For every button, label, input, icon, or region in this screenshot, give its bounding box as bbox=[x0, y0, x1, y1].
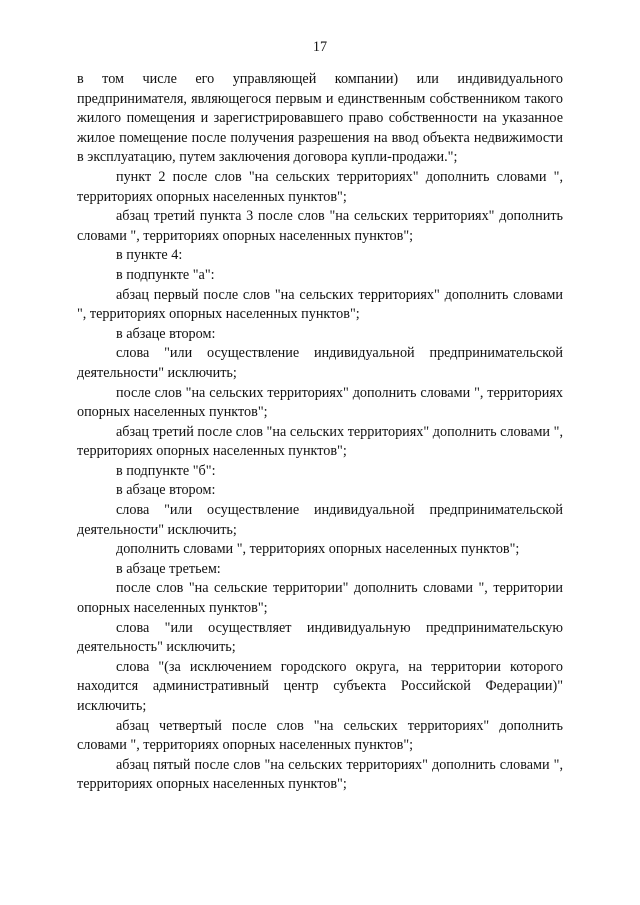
paragraph: в абзаце втором: bbox=[116, 482, 216, 499]
paragraph: абзац пятый после слов "на сельских территориях" дополнить словами ", территориях опорных населенных пунктов"; bbox=[77, 756, 563, 793]
paragraph: в том числе его управляющей компании) или индивидуального предпринимателя, являющегося первым и единственным собственником такого жилого помещения и зарегистрировавшего право собственности на указанное жилое помещение после получения разрешения на ввод объекта недвижимости в эксплуатацию, путем заключения договора купли-продажи."; bbox=[77, 71, 563, 166]
page-number: 17 bbox=[312, 39, 328, 55]
paragraph: абзац четвертый после слов "на сельских территориях" дополнить словами ", территориях опорных населенных пунктов"; bbox=[77, 717, 563, 754]
paragraph: дополнить словами ", территориях опорных населенных пунктов"; bbox=[116, 541, 520, 558]
paragraph: слова "или осуществляет индивидуальную предпринимательскую деятельность" исключить; bbox=[77, 619, 563, 656]
paragraph: абзац первый после слов "на сельских территориях" дополнить словами ", территориях опорных населенных пунктов"; bbox=[77, 286, 563, 323]
paragraph: после слов "на сельских территориях" дополнить словами ", территориях опорных населенных пунктов"; bbox=[77, 384, 563, 421]
paragraph: слова "(за исключением городского округа, на территории которого находится административный центр субъекта Российской Федерации)" исключить; bbox=[77, 658, 563, 714]
paragraph: абзац третий пункта 3 после слов "на сельских территориях" дополнить словами ", территориях опорных населенных пунктов"; bbox=[77, 208, 563, 244]
paragraph: в абзаце втором: bbox=[116, 325, 216, 342]
paragraph: в пункте 4: bbox=[116, 247, 183, 264]
paragraph: абзац третий после слов "на сельских территориях" дополнить словами ", территориях опорных населенных пунктов"; bbox=[77, 423, 563, 460]
paragraph: в абзаце третьем: bbox=[116, 560, 221, 577]
paragraph: слова "или осуществление индивидуальной предпринимательской деятельности" исключить; bbox=[77, 502, 563, 538]
paragraph: пункт 2 после слов "на сельских территориях" дополнить словами ", территориях опорных населенных пунктов"; bbox=[77, 168, 563, 205]
paragraph: в подпункте "б": bbox=[116, 462, 216, 479]
paragraph: после слов "на сельские территории" дополнить словами ", территории опорных населенных пунктов"; bbox=[77, 580, 563, 617]
document-body bbox=[77, 70, 563, 795]
paragraph: слова "или осуществление индивидуальной предпринимательской деятельности" исключить; bbox=[77, 345, 563, 381]
paragraph: в подпункте "а": bbox=[116, 266, 215, 283]
